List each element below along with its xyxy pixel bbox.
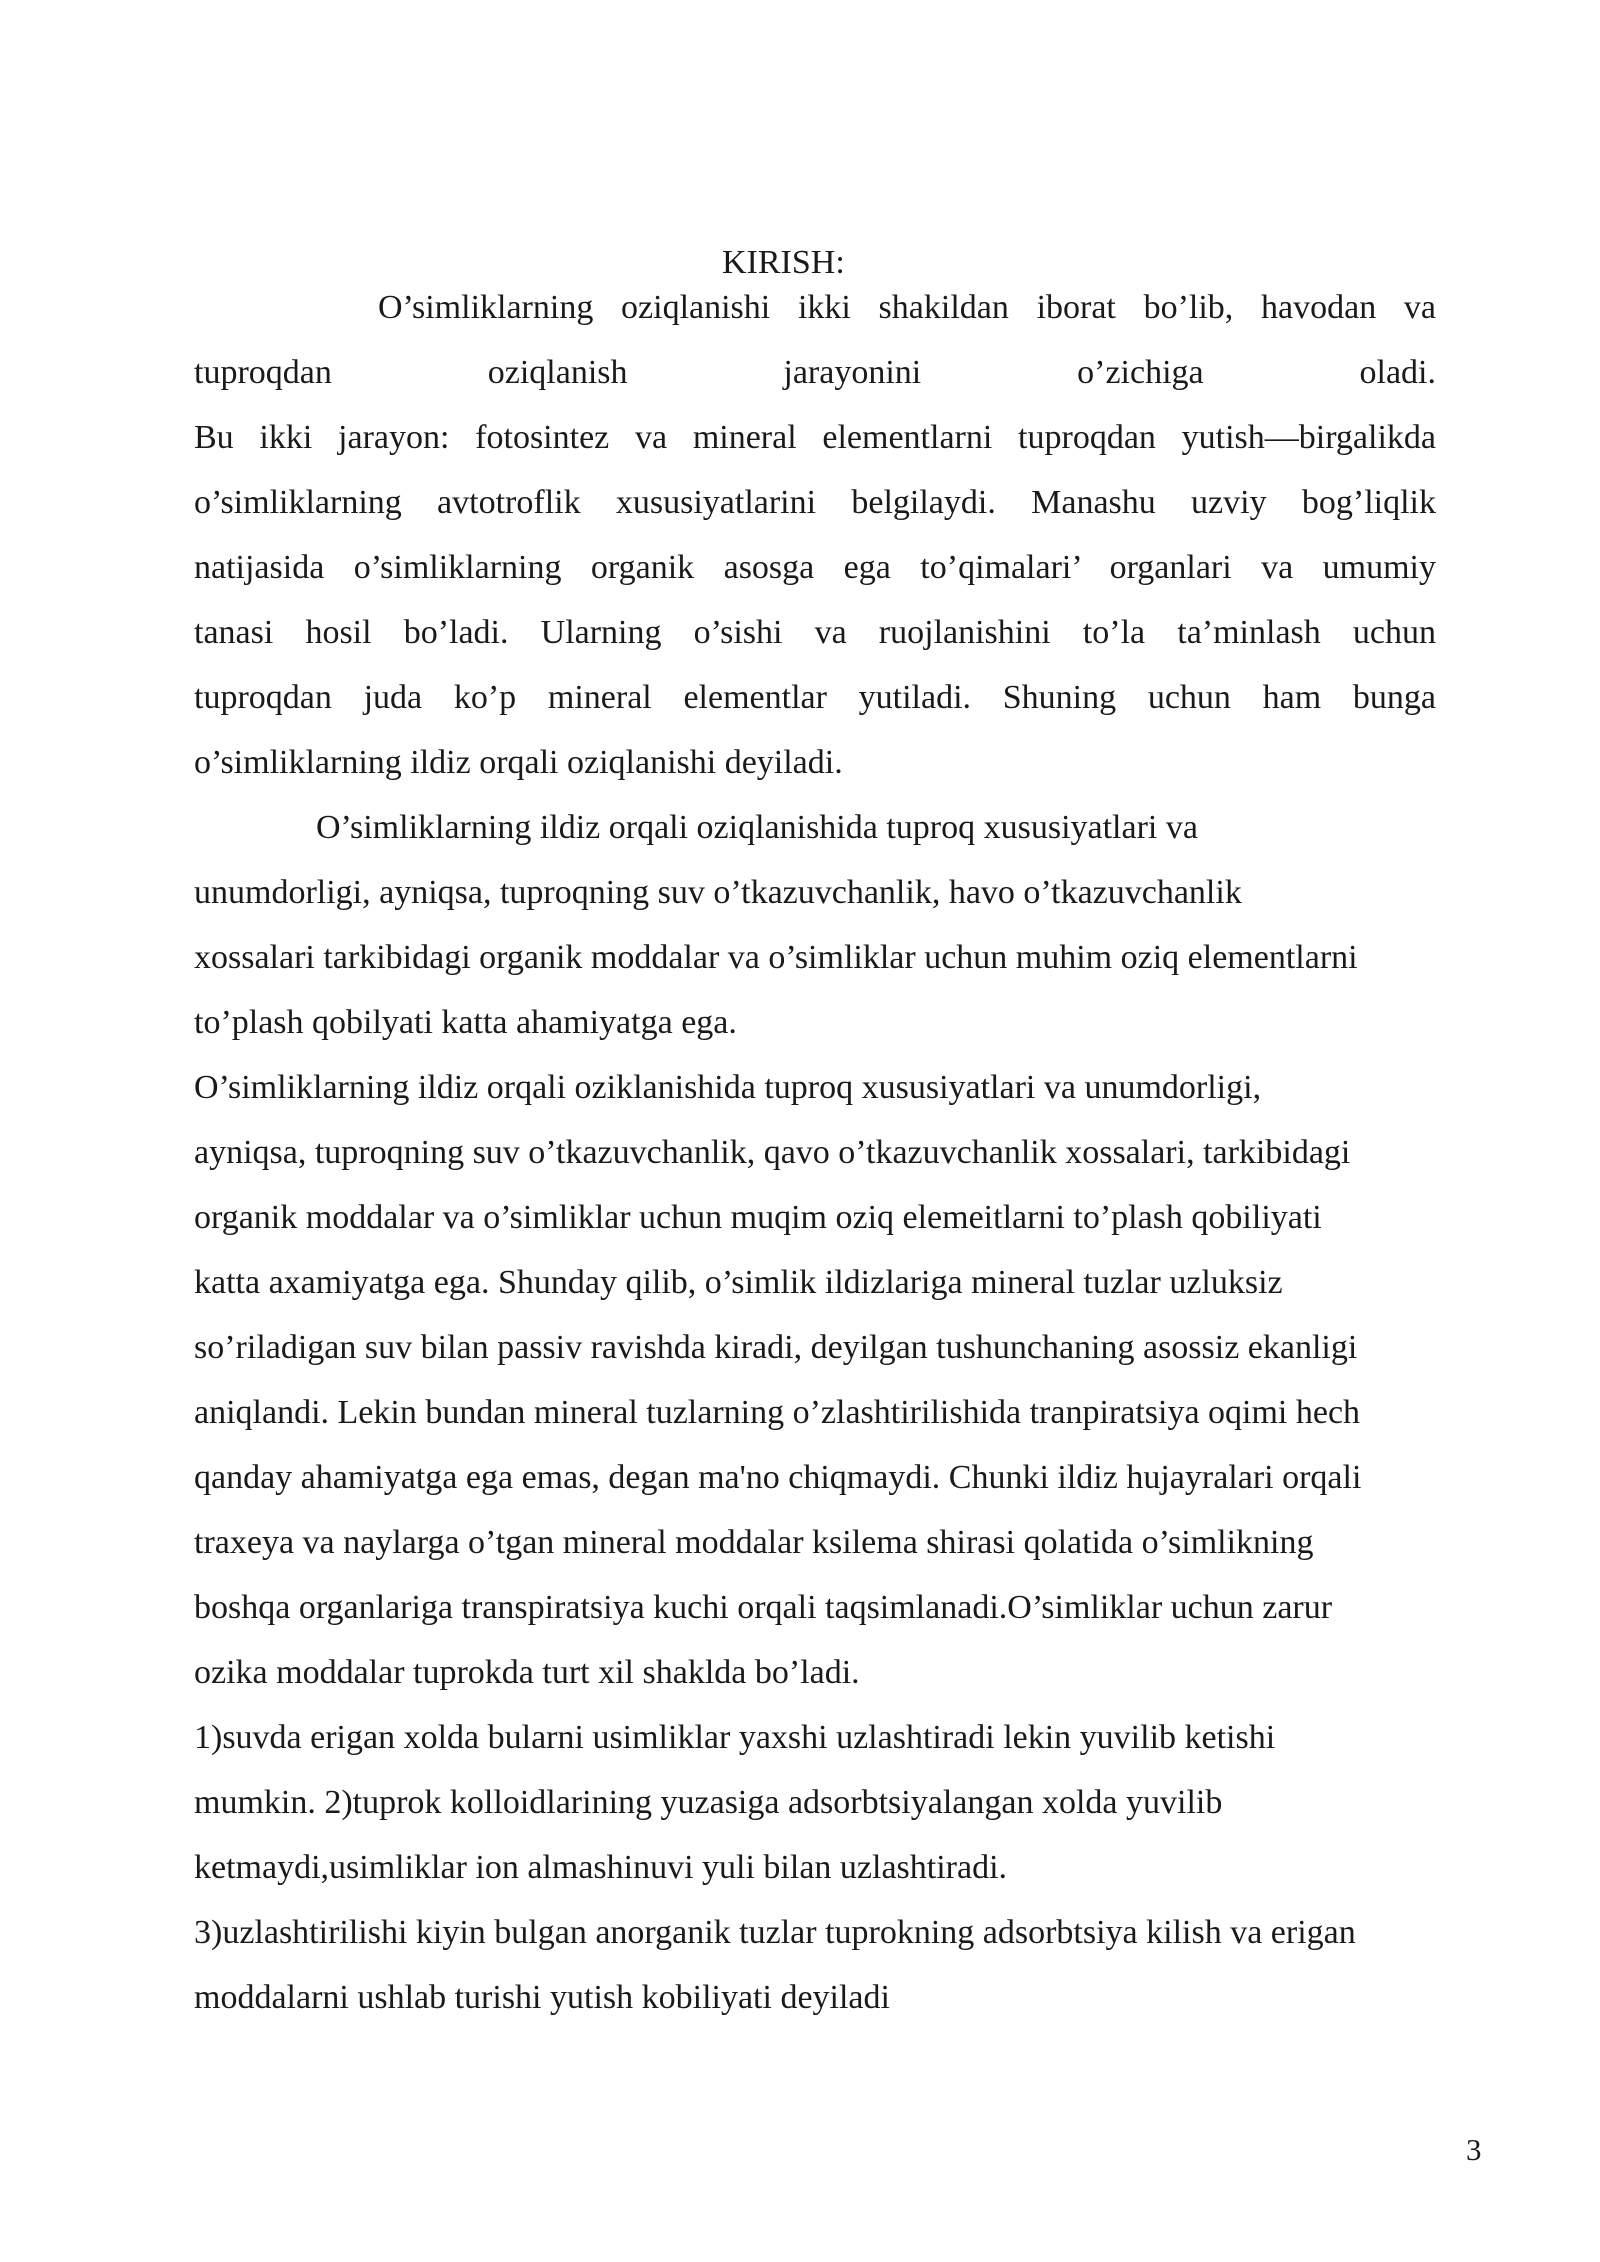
paragraph-3-line-8: traxeya va naylarga o’tgan mineral moddalar ksilema shirasi qolatida o’simlikning xyxy=(194,1524,1314,1561)
paragraph-3-line-9: boshqa organlariga transpiratsiya kuchi orqali taqsimlanadi.O’simliklar uchun zarur xyxy=(194,1589,1333,1626)
paragraph-2-line-1: O’simliklarning ildiz orqali oziqlanishida tuproq xususiyatlari va xyxy=(316,809,1198,846)
paragraph-3-line-5: so’riladigan suv bilan passiv ravishda kiradi, deyilgan tushunchaning asossiz ekanligi xyxy=(194,1329,1358,1366)
section-heading: KIRISH: xyxy=(722,244,845,281)
paragraph-1-line-5: natijasida o’simliklarning organik asosga ega to’qimalari’ organlari va umumiy xyxy=(194,549,1436,586)
paragraph-2-line-4: to’plash qobilyati katta ahamiyatga ega. xyxy=(194,1004,737,1041)
paragraph-2-line-2: unumdorligi, ayniqsa, tuproqning suv o’tkazuvchanlik, havo o’tkazuvchanlik xyxy=(194,874,1242,911)
paragraph-3-line-1: O’simliklarning ildiz orqali oziklanishida tuproq xususiyatlari va unumdorligi, xyxy=(194,1069,1262,1106)
paragraph-3-line-6: aniqlandi. Lekin bundan mineral tuzlarning o’zlashtirilishida tranpiratsiya oqimi hech xyxy=(194,1394,1361,1431)
paragraph-3-line-2: ayniqsa, tuproqning suv o’tkazuvchanlik, qavo o’tkazuvchanlik xossalari, tarkibidagi xyxy=(194,1134,1351,1171)
paragraph-1-line-2: tuproqdan oziqlanish jarayonini o’zichiga oladi. xyxy=(194,354,1436,391)
page-number: 3 xyxy=(1466,2132,1482,2167)
paragraph-3-line-10: ozika moddalar tuprokda turt xil shaklda bo’ladi. xyxy=(194,1654,860,1691)
paragraph-1-line-8: o’simliklarning ildiz orqali oziqlanishi deyiladi. xyxy=(194,744,843,781)
paragraph-1-line-7: tuproqdan juda ko’p mineral elementlar yutiladi. Shuning uchun ham bunga xyxy=(194,679,1436,716)
paragraph-2-line-3: xossalari tarkibidagi organik moddalar va o’simliklar uchun muhim oziq elementlarni xyxy=(194,939,1358,976)
list-line-5: moddalarni ushlab turishi yutish kobiliyati deyiladi xyxy=(194,1979,890,2016)
list-line-1: 1)suvda erigan xolda bularni usimliklar yaxshi uzlashtiradi lekin yuvilib ketishi xyxy=(194,1719,1276,1756)
paragraph-3-line-3: organik moddalar va o’simliklar uchun muqim oziq elemeitlarni to’plash qobiliyati xyxy=(194,1199,1322,1236)
paragraph-1-line-1: O’simliklarning oziqlanishi ikki shakildan iborat bo’lib, havodan va xyxy=(378,289,1436,326)
paragraph-1-line-4: o’simliklarning avtotroflik xususiyatlarini belgilaydi. Manashu uzviy bog’liqlik xyxy=(194,484,1436,521)
paragraph-3-line-4: katta axamiyatga ega. Shunday qilib, o’simlik ildizlariga mineral tuzlar uzluksiz xyxy=(194,1264,1283,1301)
list-line-3: ketmaydi,usimliklar ion almashinuvi yuli bilan uzlashtiradi. xyxy=(194,1849,1008,1886)
list-line-4: 3)uzlashtirilishi kiyin bulgan anorganik tuzlar tuprokning adsorbtsiya kilish va erigan xyxy=(194,1914,1356,1951)
paragraph-3-line-7: qanday ahamiyatga ega emas, degan ma'no chiqmaydi. Chunki ildiz hujayralari orqali xyxy=(194,1459,1362,1496)
paragraph-1-line-3: Bu ikki jarayon: fotosintez va mineral elementlarni tuproqdan yutish—birgalikda xyxy=(194,419,1436,456)
paragraph-1-line-6: tanasi hosil bo’ladi. Ularning o’sishi va ruojlanishini to’la ta’minlash uchun xyxy=(194,614,1436,651)
list-line-2: mumkin. 2)tuprok kolloidlarining yuzasiga adsorbtsiyalangan xolda yuvilib xyxy=(194,1784,1223,1821)
